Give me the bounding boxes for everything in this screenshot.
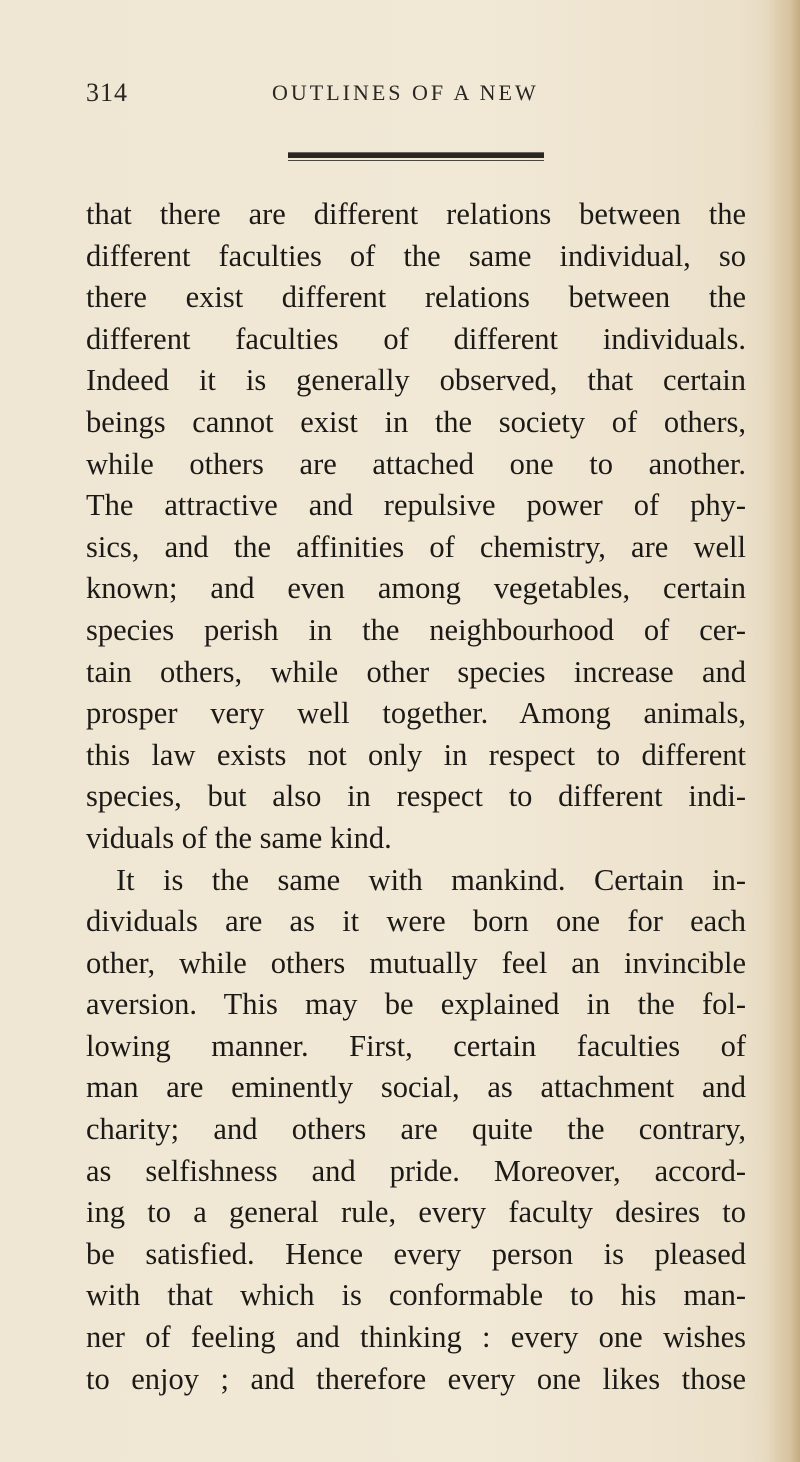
- text-line: sics, and the affinities of chemistry, are well: [86, 529, 746, 564]
- text-line: as selfishness and pride. Moreover, accord-: [86, 1153, 746, 1188]
- text-line-paragraph-end: viduals of the same kind.: [86, 820, 392, 855]
- text-line: species perish in the neighbourhood of cer-: [86, 612, 746, 647]
- text-line: ner of feeling and thinking : every one wishes: [86, 1320, 746, 1355]
- text-line: aversion. This may be explained in the fol-: [86, 987, 746, 1022]
- text-line: to enjoy ; and therefore every one likes those: [86, 1361, 746, 1396]
- text-line: tain others, while other species increase and: [86, 654, 746, 689]
- text-line: that there are different relations between the: [86, 197, 746, 231]
- text-line: man are eminently social, as attachment and: [86, 1070, 746, 1105]
- text-line: there exist different relations between the: [86, 280, 746, 315]
- text-line: dividuals are as it were born one for each: [86, 904, 746, 939]
- text-line-paragraph-start: It is the same with mankind. Certain in-: [116, 862, 746, 897]
- text-line: prosper very well together. Among animals,: [86, 696, 746, 731]
- text-line: charity; and others are quite the contrary,: [86, 1112, 746, 1147]
- text-line: known; and even among vegetables, certain: [86, 571, 746, 606]
- text-line: other, while others mutually feel an invincible: [86, 945, 746, 980]
- text-line: beings cannot exist in the society of others,: [86, 404, 746, 439]
- header-rule: [288, 152, 544, 158]
- page-header: [86, 78, 746, 118]
- page-number: 314: [86, 78, 128, 107]
- text-line: species, but also in respect to different indi-: [86, 779, 746, 814]
- text-line: with that which is conformable to his man-: [86, 1278, 746, 1313]
- text-line: Indeed it is generally observed, that certain: [86, 363, 746, 398]
- page-edge-shadow: [766, 0, 800, 1462]
- text-line: The attractive and repulsive power of phy-: [86, 488, 746, 523]
- text-line: be satisfied. Hence every person is pleased: [86, 1236, 746, 1271]
- running-head: OUTLINES OF A NEW: [272, 80, 539, 105]
- text-line: lowing manner. First, certain faculties of: [86, 1028, 746, 1063]
- text-line: ing to a general rule, every faculty desires to: [86, 1195, 746, 1230]
- header-rule-thin: [288, 160, 544, 161]
- text-line: different faculties of the same individual, so: [86, 238, 746, 273]
- text-line: different faculties of different individuals.: [86, 321, 746, 356]
- text-line: while others are attached one to another.: [86, 446, 746, 481]
- text-line: this law exists not only in respect to different: [86, 737, 746, 772]
- body-text: [86, 194, 746, 1400]
